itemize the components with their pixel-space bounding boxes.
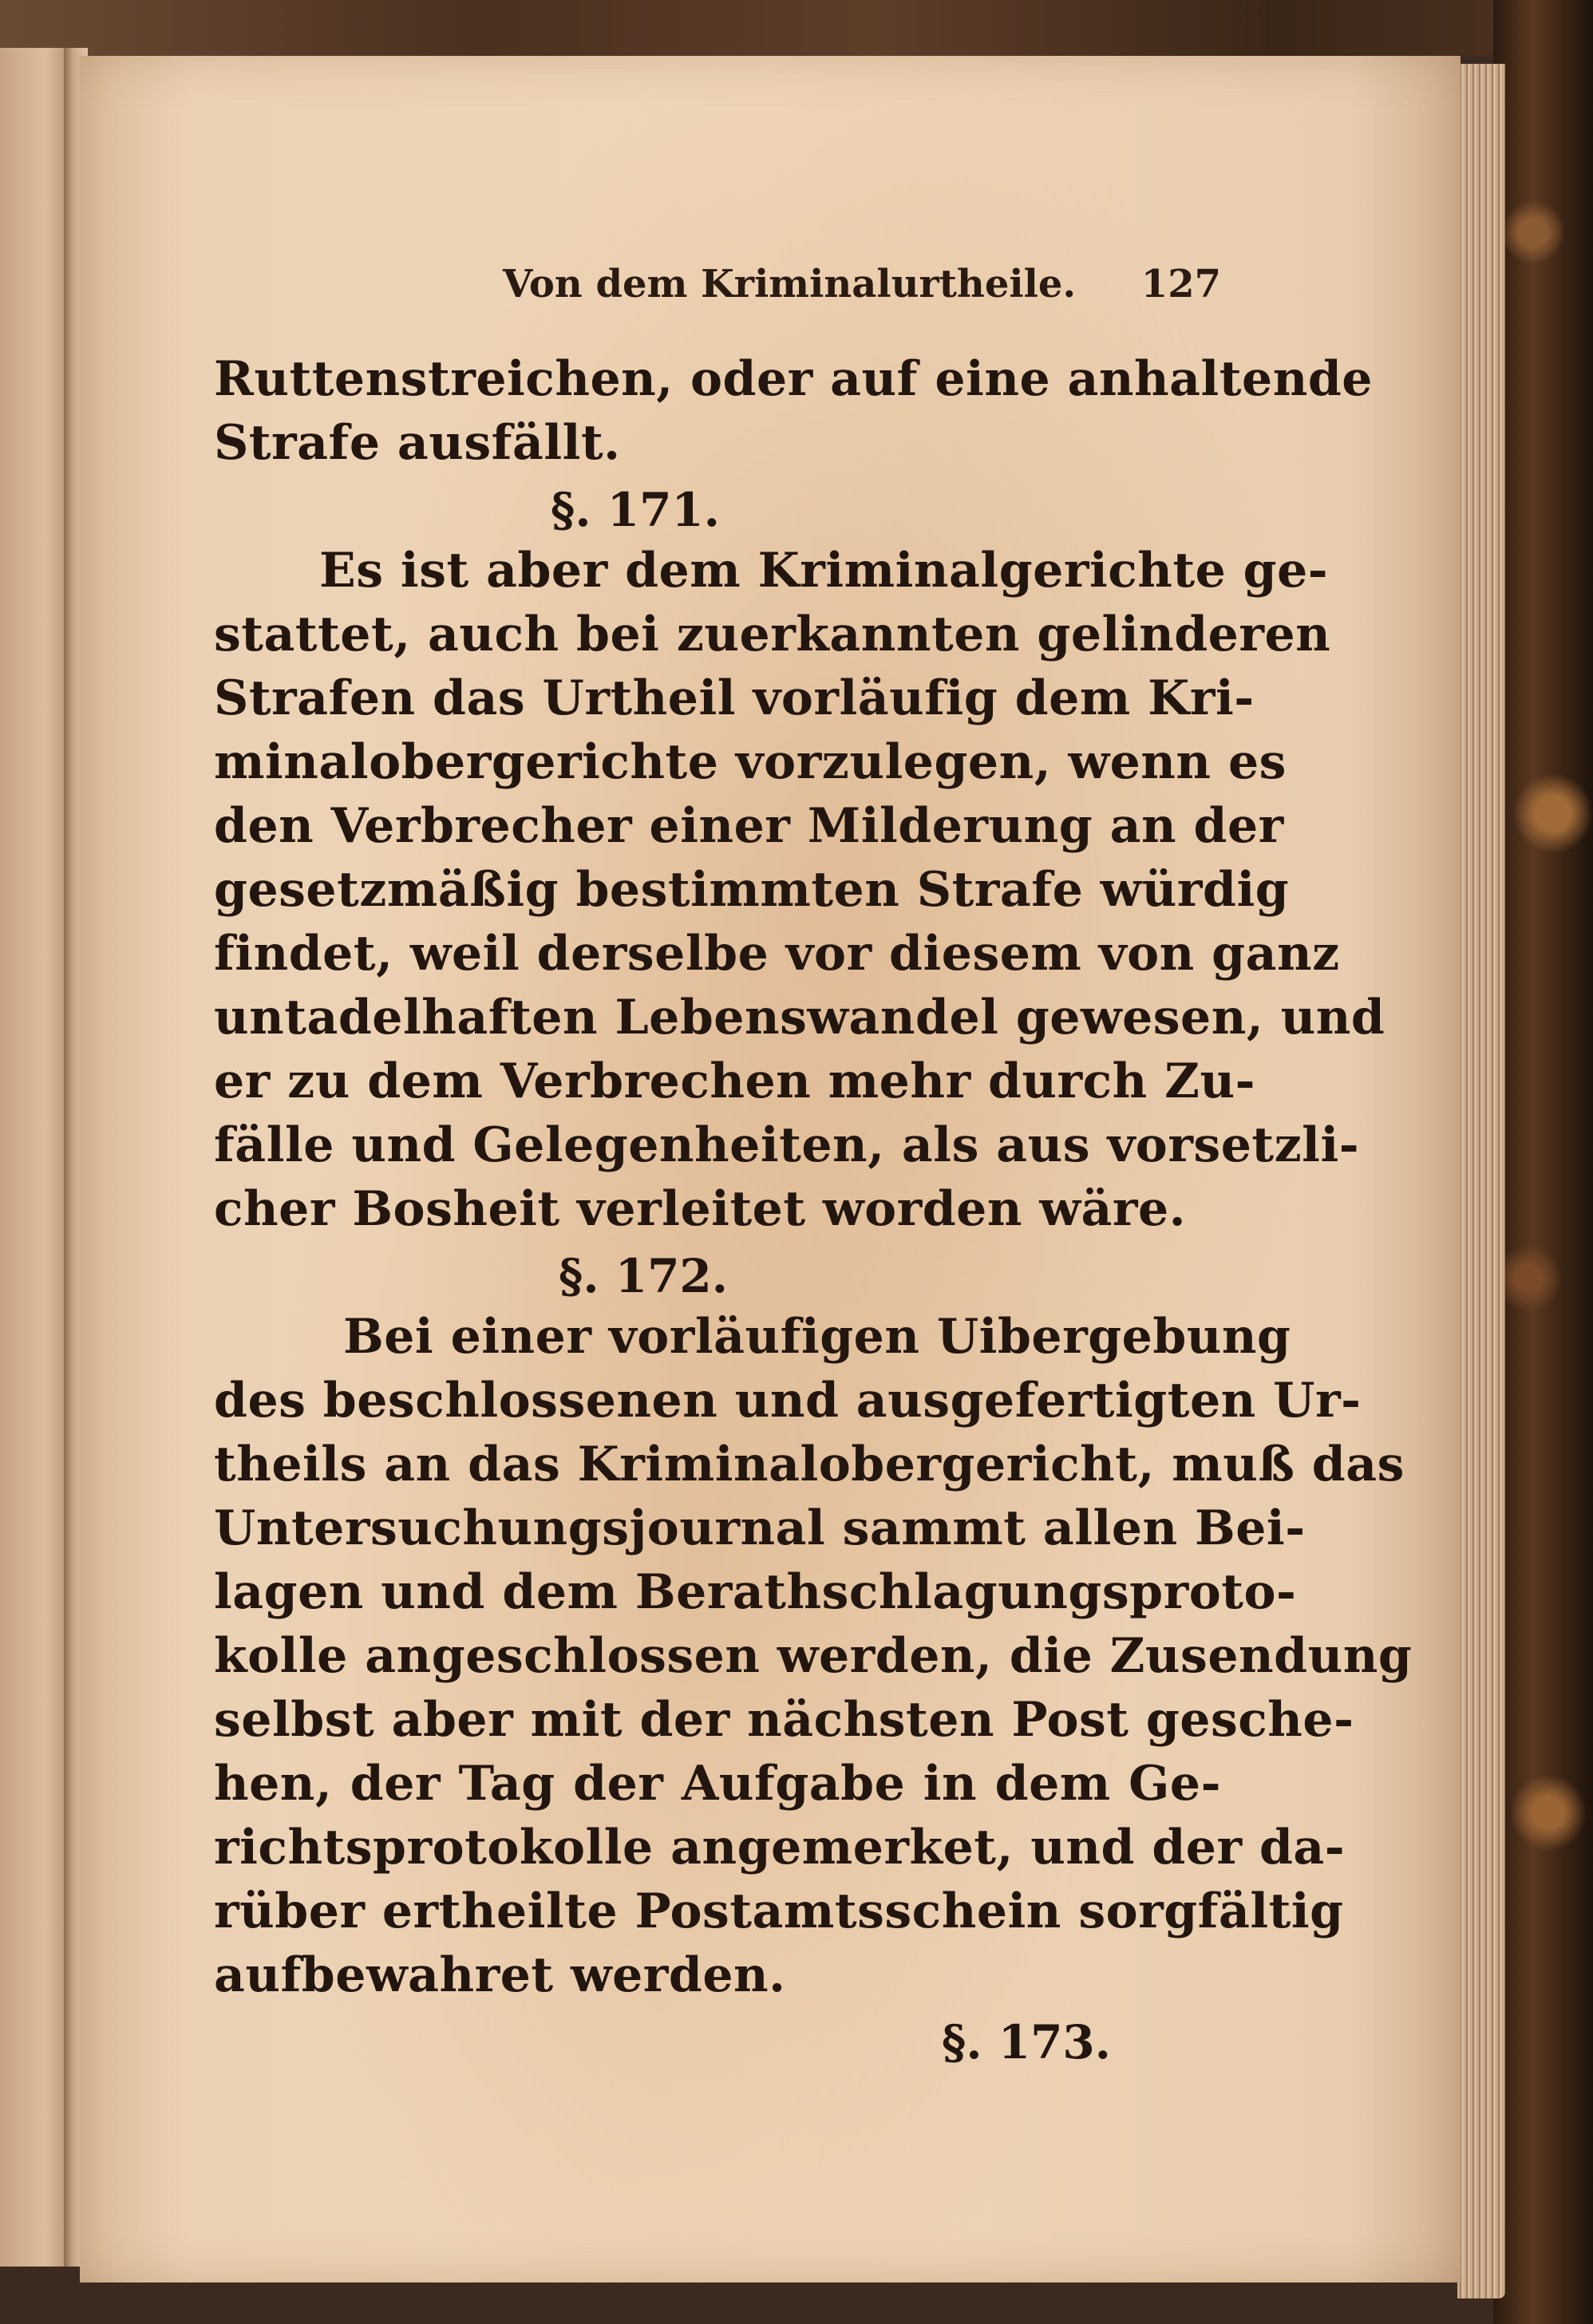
marbled-cover-right [1493, 0, 1593, 2324]
running-head-title: Von dem Kriminalurtheile. [503, 262, 1077, 306]
running-head [415, 262, 1221, 306]
text-line: Ruttenstreichen, oder auf eine anhaltende [214, 351, 1373, 407]
book-page [80, 56, 1461, 2282]
text-line: hen, der Tag der Aufgabe in dem Ge- [214, 1756, 1221, 1812]
text-line: findet, weil derselbe vor diesem von ganz [214, 926, 1340, 982]
text-line: kolle angeschlossen werden, die Zusendung [214, 1628, 1413, 1684]
page-number: 127 [1140, 262, 1221, 306]
text-line: Bei einer vorläufigen Uibergebung [343, 1309, 1291, 1365]
text-line: Es ist aber dem Kriminalgerichte ge- [319, 543, 1329, 599]
text-line: den Verbrecher einer Milderung an der [214, 798, 1284, 854]
text-line: er zu dem Verbrechen mehr durch Zu- [214, 1053, 1256, 1109]
text-line: lagen und dem Berathschlagungsproto- [214, 1564, 1297, 1620]
text-line: Strafe ausfällt. [214, 415, 621, 471]
text-line: rüber ertheilte Postamtsschein sorgfältig [214, 1883, 1344, 1939]
text-line: selbst aber mit der nächsten Post gesche- [214, 1692, 1354, 1748]
text-line: minalobergerichte vorzulegen, wenn es [214, 734, 1287, 790]
text-line: untadelhaften Lebenswandel gewesen, und [214, 990, 1385, 1045]
text-line: stattet, auch bei zuerkannten gelinderen [214, 607, 1331, 662]
book-cover-top-edge [0, 0, 1593, 56]
section-heading-172: §. 172. [559, 1249, 728, 1303]
section-heading-173: §. 173. [942, 2015, 1111, 2069]
text-line: richtsprotokolle angemerket, und der da- [214, 1820, 1346, 1875]
page-block-edges [1457, 64, 1505, 2298]
section-heading-171: §. 171. [551, 483, 720, 537]
text-line: Untersuchungsjournal sammt allen Bei- [214, 1500, 1306, 1556]
text-line: aufbewahret werden. [214, 1947, 786, 2003]
text-line: theils an das Kriminalobergericht, muß das [214, 1437, 1405, 1492]
text-line: des beschlossenen und ausgefertigten Ur- [214, 1373, 1362, 1429]
text-line: Strafen das Urtheil vorläufig dem Kri- [214, 670, 1255, 726]
text-line: cher Bosheit verleitet worden wäre. [214, 1181, 1187, 1237]
text-line: fälle und Gelegenheiten, als aus vorsetzli- [214, 1117, 1360, 1173]
text-line: gesetzmäßig bestimmten Strafe würdig [214, 862, 1290, 918]
